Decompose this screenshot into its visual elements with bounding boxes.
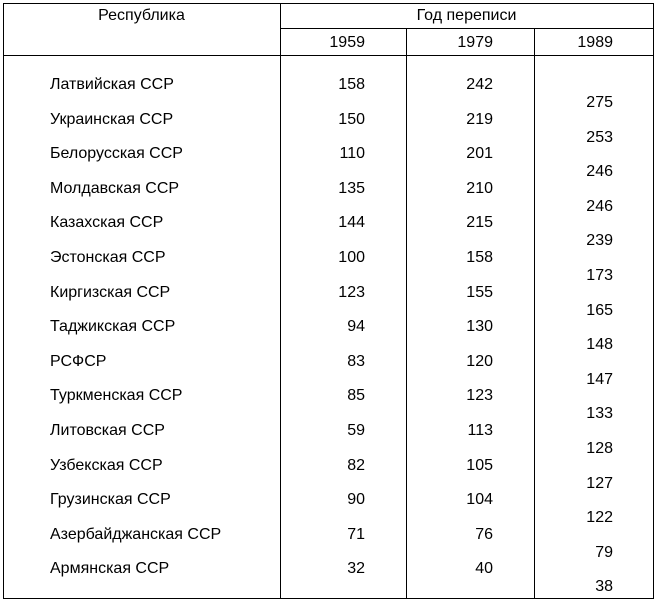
value-1989: 147: [586, 370, 613, 388]
value-1989: 246: [586, 163, 613, 181]
header-bottom-border: [3, 55, 654, 56]
value-1959: 94: [347, 318, 365, 336]
republic-name: Украинская ССР: [50, 110, 174, 128]
republic-name: Армянская ССР: [50, 560, 170, 578]
table-border-left: [3, 3, 4, 599]
republic-name: Таджикская ССР: [50, 318, 176, 336]
value-1959: 90: [347, 491, 365, 509]
value-1989: 148: [586, 336, 613, 354]
republic-name: Узбекская ССР: [50, 456, 163, 474]
republic-name: Киргизская ССР: [50, 283, 171, 301]
value-1989: 122: [586, 509, 613, 527]
republic-name: Азербайджанская ССР: [50, 525, 222, 543]
republic-name: Туркменская ССР: [50, 387, 183, 405]
value-1959: 59: [347, 422, 365, 439]
value-1959: 82: [347, 456, 365, 474]
value-1979: 215: [466, 214, 493, 232]
value-1989: 253: [586, 128, 613, 146]
republic-name: РСФСР: [50, 352, 107, 370]
value-1989: 239: [586, 232, 613, 250]
column-divider: [406, 28, 407, 599]
header-year-1979: 1979: [457, 34, 493, 51]
value-1979: 113: [467, 422, 493, 439]
value-1959: 150: [338, 110, 365, 128]
header-divider: [280, 28, 654, 29]
header-year-1959: 1959: [329, 34, 365, 51]
republic-name: Литовская ССР: [50, 422, 165, 439]
value-1989: 127: [586, 474, 613, 492]
value-1989: 173: [586, 267, 613, 284]
value-1979: 105: [466, 456, 493, 474]
value-1959: 123: [338, 283, 365, 301]
value-1959: 71: [347, 525, 365, 543]
republic-name: Латвийская ССР: [50, 76, 174, 93]
republic-name: Молдавская ССР: [50, 179, 180, 197]
value-1959: 158: [338, 76, 365, 93]
header-year-1989: 1989: [577, 34, 613, 51]
value-1979: 219: [466, 110, 493, 128]
republic-name: Казахская ССР: [50, 214, 164, 232]
value-1989: 128: [586, 440, 613, 457]
republic-name: Эстонская ССР: [50, 249, 166, 266]
value-1979: 210: [466, 179, 493, 197]
value-1959: 83: [347, 352, 365, 370]
value-1959: 110: [339, 145, 365, 163]
value-1979: 201: [466, 145, 493, 163]
value-1989: 38: [595, 578, 613, 596]
value-1989: 133: [586, 405, 613, 423]
value-1979: 104: [466, 491, 493, 509]
value-1979: 158: [466, 249, 493, 266]
value-1979: 76: [475, 525, 493, 543]
value-1959: 85: [347, 387, 365, 405]
value-1979: 120: [466, 352, 493, 370]
table-border-top: [3, 3, 654, 4]
table-border-bottom: [3, 598, 654, 599]
value-1979: 242: [466, 76, 493, 93]
value-1989: 246: [586, 197, 613, 215]
table-border-right: [653, 3, 654, 599]
republic-name: Грузинская ССР: [50, 491, 171, 509]
value-1979: 155: [466, 283, 493, 301]
value-1959: 135: [338, 179, 365, 197]
header-republic: Республика: [98, 7, 185, 24]
value-1959: 32: [347, 560, 365, 578]
value-1959: 144: [338, 214, 365, 232]
value-1979: 123: [466, 387, 493, 405]
header-census-year: Год переписи: [416, 7, 517, 24]
value-1989: 275: [586, 94, 613, 111]
column-divider: [534, 28, 535, 599]
republic-name: Белорусская ССР: [50, 145, 183, 163]
column-divider: [280, 3, 281, 599]
value-1959: 100: [338, 249, 365, 266]
value-1979: 130: [466, 318, 493, 336]
value-1989: 79: [595, 543, 613, 561]
value-1989: 165: [586, 301, 613, 319]
value-1979: 40: [475, 560, 493, 578]
